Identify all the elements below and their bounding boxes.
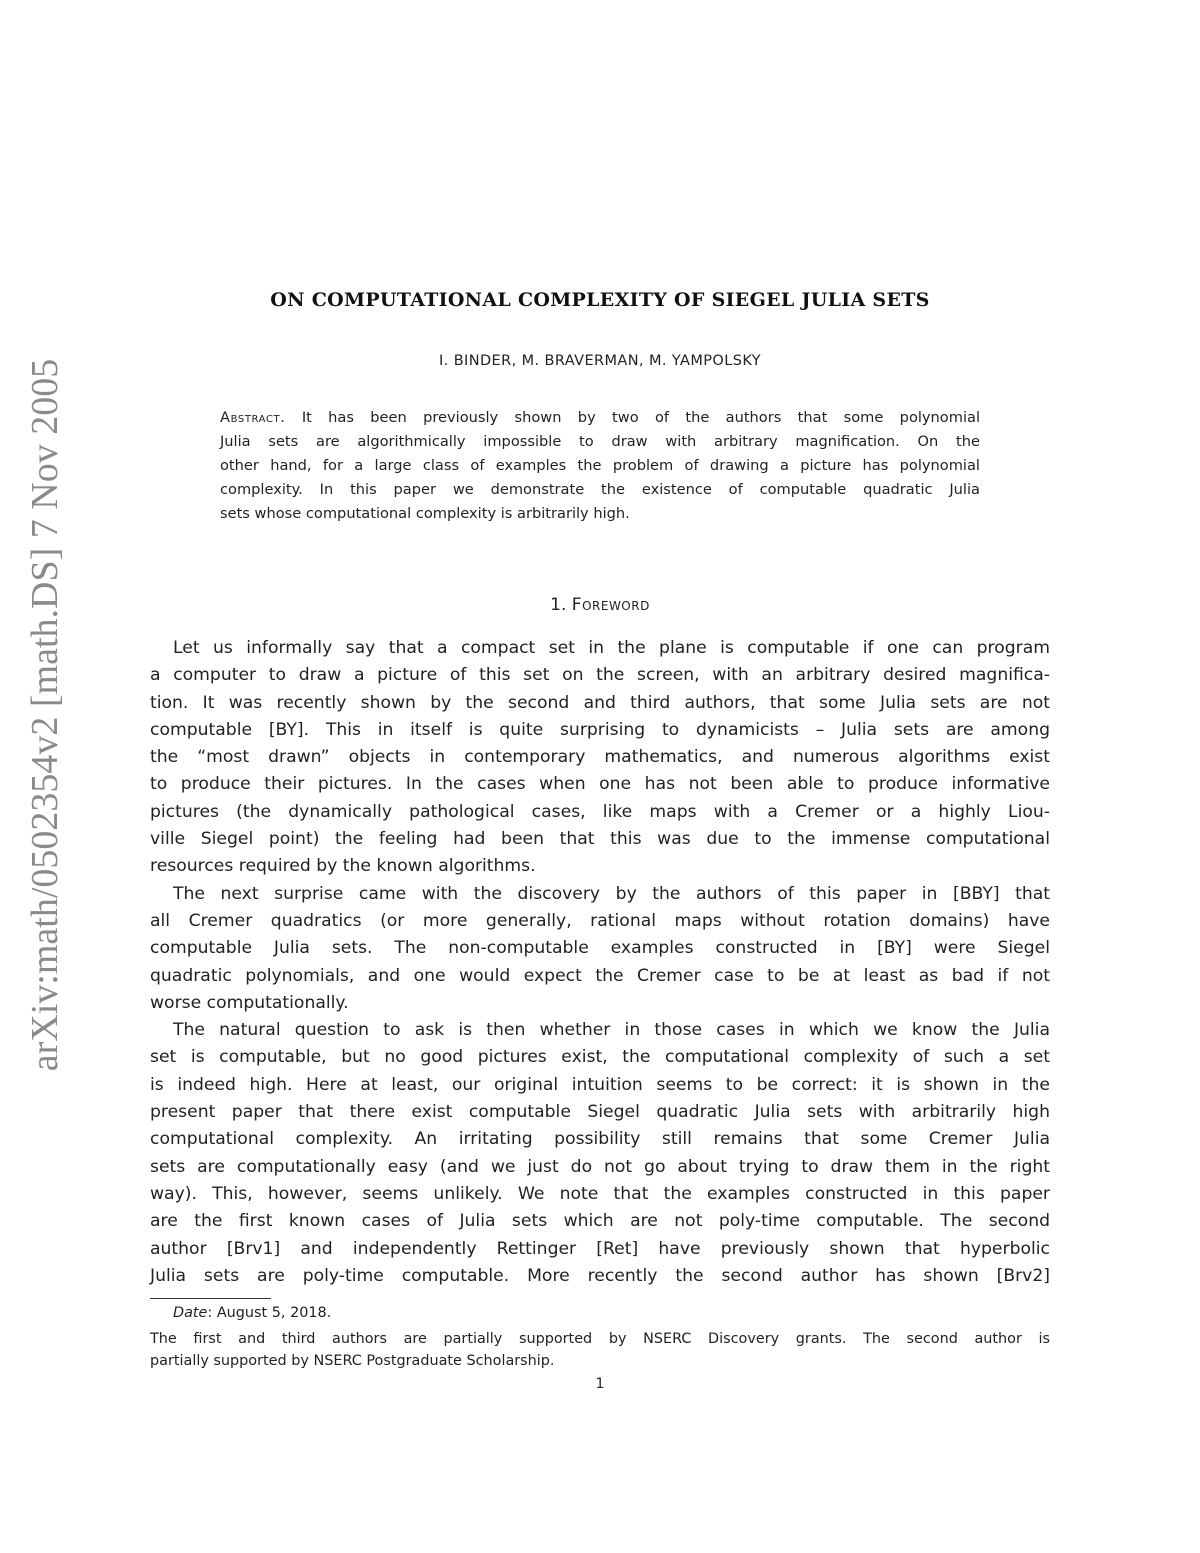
body-line: computable [BY]. This in itself is quite surprising to dynamicists – Julia sets are among [150, 719, 1050, 740]
body-line: set is computable, but no good pictures exist, the computational complexity of such a set [150, 1047, 1050, 1068]
footnotes [150, 1302, 1050, 1372]
abstract-line-text: It has been previously shown by two of the authors that some polynomial [301, 409, 981, 426]
body-line: present paper that there exist computable Siegel quadratic Julia sets with arbitrarily high [150, 1102, 1050, 1123]
body-line: The natural question to ask is then whether in those cases in which we know the Julia [173, 1020, 1050, 1041]
funding-footnote-line: partially supported by NSERC Postgraduate Scholarship. [150, 1353, 555, 1369]
body-paragraph [150, 1017, 1050, 1290]
body-line: sets are computationally easy (and we just do not go about trying to draw them in the right [150, 1156, 1050, 1177]
body-line: to produce their pictures. In the cases when one has not been able to produce informative [150, 774, 1050, 795]
section-number: 1. [550, 595, 567, 615]
abstract-line: sets whose computational complexity is arbitrarily high. [220, 505, 630, 522]
body-line: way). This, however, seems unlikely. We note that the examples constructed in this paper [150, 1183, 1050, 1204]
abstract [220, 406, 980, 526]
arxiv-identifier-stamp: arXiv:math/0502354v2 [math.DS] 7 Nov 2005 [24, 358, 66, 1072]
body-line: resources required by the known algorithms. [150, 856, 536, 877]
section-title: Foreword [571, 595, 650, 615]
body-paragraph [150, 635, 1050, 881]
body-paragraph [150, 881, 1050, 1017]
abstract-line: complexity. In this paper we demonstrate the existence of computable quadratic Julia [220, 481, 980, 498]
body-line: are the first known cases of Julia sets which are not poly-time computable. The second [150, 1211, 1050, 1232]
funding-footnote-line: The first and third authors are partially supported by NSERC Discovery grants. The second author is [150, 1331, 1050, 1347]
body-line: a computer to draw a picture of this set on the screen, with an arbitrary desired magnifica- [150, 665, 1050, 686]
author-list: I. BINDER, M. BRAVERMAN, M. YAMPOLSKY [439, 353, 761, 369]
body-line: quadratic polynomials, and one would expect the Cremer case to be at least as bad if not [150, 965, 1050, 986]
page-number: 1 [595, 1376, 605, 1392]
body-line: computational complexity. An irritating possibility still remains that some Cremer Julia [150, 1129, 1050, 1150]
body-line: Julia sets are poly-time computable. More recently the second author has shown [Brv2] [150, 1265, 1050, 1286]
footnote-rule [150, 1298, 271, 1299]
date-label: Date [173, 1305, 208, 1321]
date-footnote [150, 1302, 1050, 1324]
date-value: : August 5, 2018. [207, 1305, 332, 1321]
body-line: ville Siegel point) the feeling had been that this was due to the immense computational [150, 829, 1050, 850]
abstract-line [220, 406, 980, 430]
body-line: pictures (the dynamically pathological cases, like maps with a Cremer or a highly Liou- [150, 801, 1050, 822]
body-line: worse computationally. [150, 992, 349, 1013]
abstract-line: Julia sets are algorithmically impossible to draw with arbitrary magnification. On the [220, 433, 980, 450]
body-line: tion. It was recently shown by the second and third authors, that some Julia sets are not [150, 692, 1050, 713]
body-line: computable Julia sets. The non-computable examples constructed in [BY] were Siegel [150, 938, 1050, 959]
body-text [150, 635, 1050, 1290]
abstract-line: other hand, for a large class of examples the problem of drawing a picture has polynomial [220, 457, 980, 474]
body-line: Let us informally say that a compact set in the plane is computable if one can program [173, 638, 1050, 658]
body-line: is indeed high. Here at least, our original intuition seems to be correct: it is shown in the [150, 1074, 1050, 1095]
body-line: the “most drawn” objects in contemporary mathematics, and numerous algorithms exist [150, 747, 1050, 768]
body-line: author [Brv1] and independently Rettinger [Ret] have previously shown that hyperbolic [150, 1238, 1050, 1259]
body-line: all Cremer quadratics (or more generally, rational maps without rotation domains) have [150, 910, 1050, 931]
body-line: The next surprise came with the discovery by the authors of this paper in [BBY] that [173, 883, 1050, 904]
section-heading [150, 595, 1050, 615]
abstract-label: Abstract. [220, 409, 286, 426]
paper-title: ON COMPUTATIONAL COMPLEXITY OF SIEGEL JULIA SETS [270, 289, 930, 311]
